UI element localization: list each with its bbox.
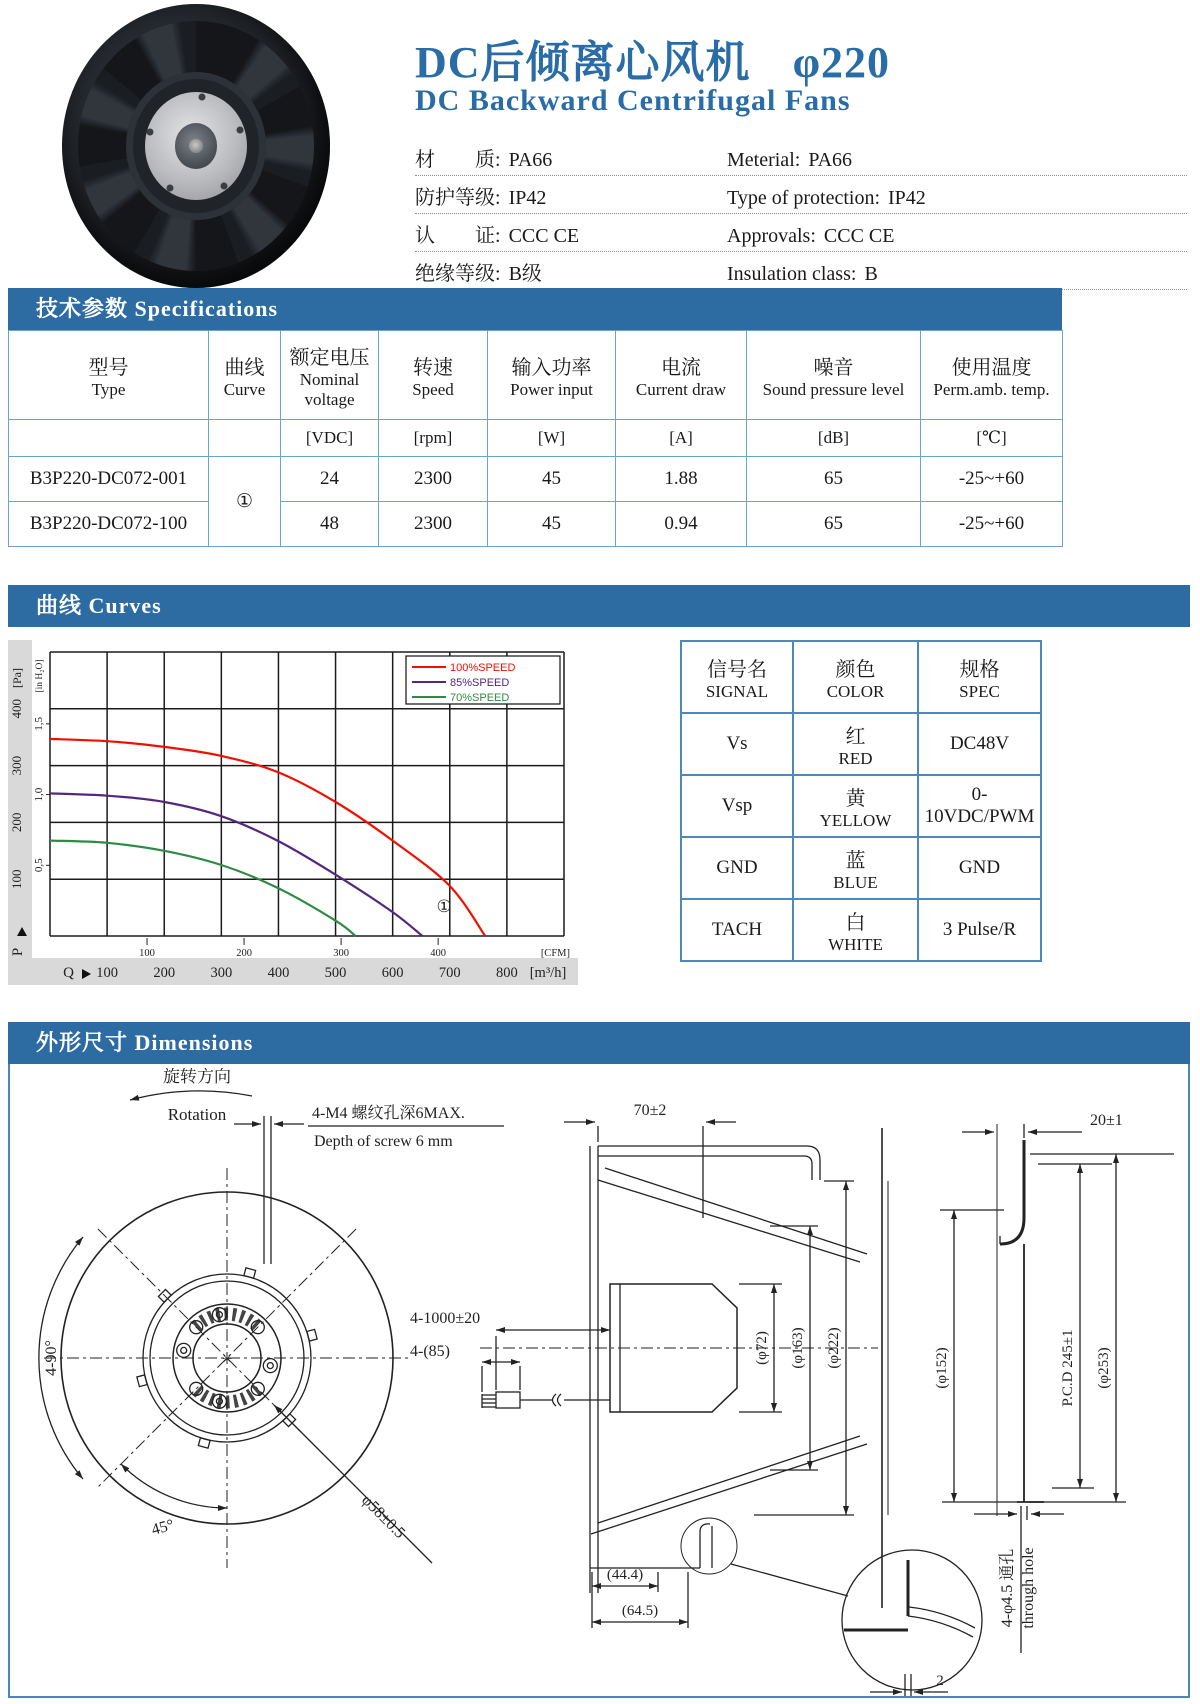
curve-100%SPEED	[50, 739, 485, 936]
zh-label: 绝缘等级:	[415, 263, 501, 285]
col-speed: 转速 Speed	[379, 331, 488, 420]
rotation-label-en: Rotation	[167, 1105, 227, 1124]
cell-noise: 65	[747, 502, 921, 547]
gap-label: 2	[936, 1673, 944, 1689]
unit-a: [A]	[616, 420, 747, 457]
signal-table	[680, 640, 1042, 962]
chart-text: 200	[236, 948, 252, 959]
cell-type: B3P220-DC072-100	[9, 502, 209, 547]
page-title-zh	[415, 26, 890, 90]
inlet-ring-view	[934, 1112, 1174, 1653]
spec-row-protection	[415, 176, 1187, 214]
zh-label: 材 质:	[415, 149, 501, 171]
cell-current: 0.94	[616, 502, 747, 547]
angle-45-label: 45°	[149, 1516, 176, 1539]
rotation-label-zh: 旋转方向	[163, 1068, 231, 1086]
chart-text: 300	[333, 948, 349, 959]
chart-text: 400	[430, 948, 447, 959]
curve-85%SPEED	[50, 793, 422, 936]
angle-90-label: 4-90°	[43, 1340, 60, 1376]
flange-label: 20±1	[1090, 1112, 1123, 1129]
en-value: IP42	[888, 187, 926, 209]
signal-header-row	[681, 641, 1041, 713]
chart-text: 200	[9, 812, 24, 833]
cell-voltage: 24	[281, 457, 379, 502]
cell-color: 白 WHITE	[793, 899, 918, 961]
en-label: Insulation class:	[727, 263, 857, 285]
cell-voltage: 48	[281, 502, 379, 547]
chart-text: 300	[210, 965, 233, 981]
d253-label: (φ253)	[1096, 1347, 1112, 1389]
col-voltage: 额定电压 Nominal voltage	[281, 331, 379, 420]
spec-row-approvals	[415, 214, 1187, 252]
angle-45-arc	[121, 1464, 227, 1508]
col-curve: 曲线 Curve	[209, 331, 281, 420]
table-units-row	[9, 420, 1063, 457]
cell-speed: 2300	[379, 502, 488, 547]
d152-label: (φ152)	[934, 1347, 950, 1389]
cell-color: 黄 YELLOW	[793, 775, 918, 837]
chart-text: 400	[267, 965, 290, 981]
col-current: 电流 Current draw	[616, 331, 747, 420]
pcd-label: P.C.D 245±1	[1060, 1329, 1076, 1407]
chart-text: 70%SPEED	[450, 692, 510, 704]
cell-signal: GND	[681, 837, 793, 899]
d222-label: (φ222)	[826, 1327, 842, 1369]
signal-row-gnd	[681, 837, 1041, 899]
model-size: φ220	[792, 38, 891, 87]
chart-text: 200	[153, 965, 176, 981]
cell-spec: GND	[918, 837, 1041, 899]
chart-text: 700	[438, 965, 461, 981]
unit-rpm: [rpm]	[379, 420, 488, 457]
chart-text: 100%SPEED	[450, 662, 516, 674]
spec-row-material	[415, 138, 1187, 176]
cell-color: 红 RED	[793, 713, 918, 775]
cell-type: B3P220-DC072-001	[9, 457, 209, 502]
dimension-drawings	[12, 1068, 1188, 1696]
curve-70%SPEED	[50, 841, 356, 936]
rotation-arrow	[130, 1091, 252, 1100]
performance-curve-chart	[8, 640, 578, 985]
en-value: CCC CE	[823, 225, 895, 247]
section-view	[410, 1102, 982, 1696]
col-type: 型号 Type	[9, 331, 209, 420]
zh-value: B级	[508, 263, 542, 285]
cell-curve: ①	[209, 457, 281, 547]
unit-db: [dB]	[747, 420, 921, 457]
chart-text: 800	[496, 965, 518, 981]
w645-label: (64.5)	[621, 1603, 659, 1619]
chart-text: 500	[324, 965, 347, 981]
zh-value: IP42	[508, 187, 547, 209]
dimensions-section	[8, 1022, 1190, 1698]
cell-signal: Vsp	[681, 775, 793, 837]
chart-text: [Pa]	[10, 668, 24, 688]
lead-label: 4-1000±20	[410, 1310, 481, 1327]
col-temp: 使用温度 Perm.amb. temp.	[921, 331, 1063, 420]
en-label: Type of protection:	[727, 187, 880, 209]
spec-row-insulation	[415, 252, 1187, 290]
chart-text: P	[10, 947, 26, 957]
chart-text: 85%SPEED	[450, 677, 510, 689]
table-row	[9, 502, 1063, 547]
section-bar-dimensions: 外形尺寸 Dimensions	[8, 1022, 1190, 1064]
unit-w: [W]	[488, 420, 616, 457]
zh-value: PA66	[508, 149, 553, 171]
unit-empty	[209, 420, 281, 457]
chart-text: 100	[96, 965, 118, 981]
chart-text: 600	[381, 965, 404, 981]
d163-label: (φ163)	[790, 1327, 806, 1369]
chart-text: 1,0	[33, 787, 45, 802]
hole-label-zh: 4-φ4.5 通孔	[999, 1548, 1016, 1628]
d72-label: (φ72)	[754, 1331, 770, 1365]
chart-text: 0,5	[33, 858, 45, 873]
screw-note-zh: 4-M4 螺纹孔深6MAX.	[312, 1105, 465, 1122]
col-noise: 噪音 Sound pressure level	[747, 331, 921, 420]
cell-power: 45	[488, 457, 616, 502]
signal-row-tach	[681, 899, 1041, 961]
chart-text: 100	[139, 948, 155, 959]
zh-label: 防护等级:	[415, 187, 501, 209]
chart-text: Q	[63, 965, 74, 981]
title-zh-text: DC后倾离心风机	[415, 38, 751, 87]
screw-note-en: Depth of screw 6 mm	[314, 1133, 453, 1150]
cell-power: 45	[488, 502, 616, 547]
chart-text: 100	[9, 869, 24, 889]
table-header-row	[9, 331, 1063, 420]
product-photo-fan	[62, 4, 330, 288]
cell-current: 1.88	[616, 457, 747, 502]
unit-empty	[9, 420, 209, 457]
cell-noise: 65	[747, 457, 921, 502]
header-spec-list	[415, 138, 1187, 290]
cell-color: 蓝 BLUE	[793, 837, 918, 899]
zh-label: 认 证:	[415, 225, 501, 247]
signal-row-vsp	[681, 775, 1041, 837]
cell-spec: 0-10VDC/PWM	[918, 775, 1041, 837]
chart-text: [CFM]	[540, 948, 570, 959]
chart-text: 1,5	[33, 716, 45, 731]
bolt-circle-leader	[274, 1405, 432, 1563]
hole-label-en: through hole	[1020, 1547, 1037, 1629]
unit-c: [℃]	[921, 420, 1063, 457]
col-color: 颜色 COLOR	[793, 641, 918, 713]
chart-text: 400	[9, 699, 24, 719]
chart-text: [m³/h]	[529, 965, 567, 981]
page-title-en: DC Backward Centrifugal Fans	[415, 84, 851, 117]
cell-signal: TACH	[681, 899, 793, 961]
cell-spec: 3 Pulse/R	[918, 899, 1041, 961]
center-mark: ✳	[221, 1352, 233, 1366]
cell-temp: -25~+60	[921, 502, 1063, 547]
signal-row-vs	[681, 713, 1041, 775]
en-label: Approvals:	[727, 225, 816, 247]
depth-label: 70±2	[633, 1102, 667, 1119]
specifications-table	[8, 330, 1063, 547]
cell-signal: Vs	[681, 713, 793, 775]
section-bar-specifications: 技术参数 Specifications	[8, 288, 1062, 330]
en-label: Meterial:	[727, 149, 801, 171]
unit-vdc: [VDC]	[281, 420, 379, 457]
bolt-circle-label: φ58±0.5	[358, 1491, 409, 1542]
chart-text: [in H₂O]	[35, 659, 45, 693]
section-bar-curves: 曲线 Curves	[8, 585, 1190, 627]
col-spec: 规格 SPEC	[918, 641, 1041, 713]
chart-text: 300	[9, 755, 25, 776]
en-value: B	[864, 263, 878, 285]
en-value: PA66	[808, 149, 853, 171]
zh-value: CCC CE	[508, 225, 580, 247]
col-power: 输入功率 Power input	[488, 331, 616, 420]
w444-label: (44.4)	[606, 1567, 644, 1583]
cell-spec: DC48V	[918, 713, 1041, 775]
chart-text: ①	[436, 897, 452, 917]
col-signal: 信号名 SIGNAL	[681, 641, 793, 713]
table-row	[9, 457, 1063, 502]
lead2-label: 4-(85)	[410, 1343, 450, 1360]
fan-cap	[189, 139, 202, 153]
cell-temp: -25~+60	[921, 457, 1063, 502]
cell-speed: 2300	[379, 457, 488, 502]
